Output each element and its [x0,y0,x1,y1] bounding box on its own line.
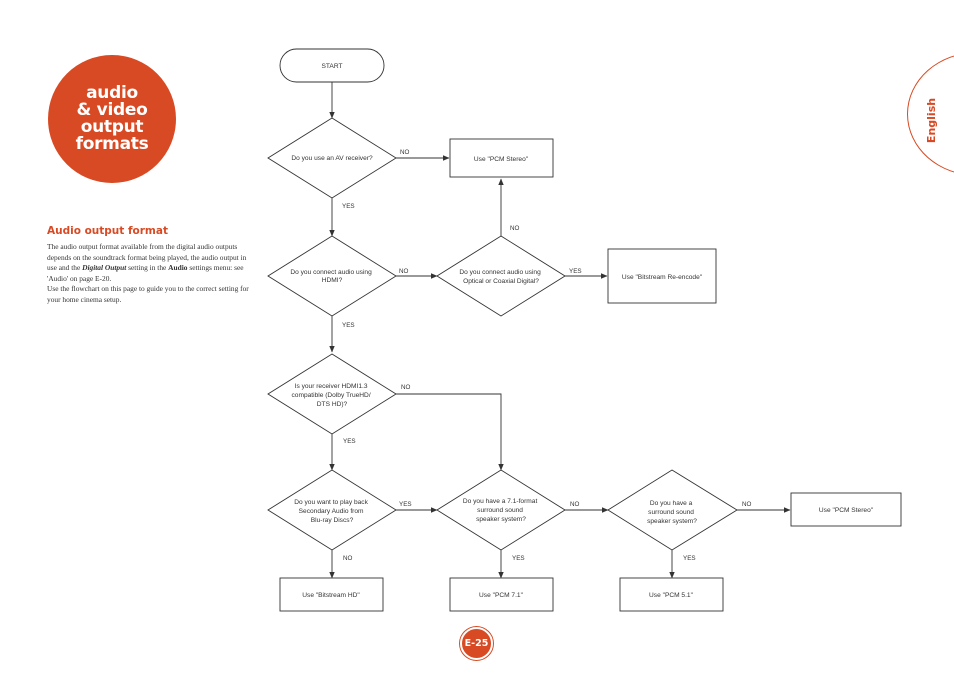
question-line: HDMI? [321,277,343,284]
label-yes-secondary: YES [399,501,412,508]
result-text-pcm51: Use "PCM 5.1" [649,592,693,599]
label-no-71: NO [570,501,580,508]
result-text-bitstream-reencode: Use "Bitstream Re-encode" [621,274,703,281]
title-line-3: output [80,117,144,137]
body-text-part: settings menu: see 'Audio' on page E-20. [47,263,244,283]
question-line: Do you connect audio using [459,269,541,276]
title-line-2: & video [76,100,148,120]
decision-optical [437,236,565,316]
label-yes-71: YES [512,555,525,562]
label-no-av: NO [400,149,410,156]
question-line: Blu-ray Discs? [310,517,354,524]
section-heading: Audio output format [47,225,168,237]
question-line: Do you have a 7.1-format [462,498,538,505]
title-line-4: formats [75,134,149,154]
digital-output-term: Digital Output [82,263,127,273]
question-av-receiver: Do you use an AV receiver? [291,155,373,162]
decision-shapes [268,118,737,550]
question-line: Do you have a [649,500,693,507]
body-text-part: setting in the [126,263,169,273]
label-no-hdmi13: NO [401,384,411,391]
question-line: Is your receiver HDMI1.3 [294,383,368,390]
question-line: Do you want to play back [294,499,368,506]
label-yes-hdmi: YES [342,322,355,329]
start-label: START [321,63,343,70]
question-line: Do you connect audio using [290,269,372,276]
connector-hdmi13-no [396,394,501,470]
result-shapes [280,139,901,611]
body-paragraph-2: Use the flowchart on this page to guide you to the correct setting for your home cinema setup. [47,284,249,304]
decision-hdmi [268,236,396,316]
question-line: speaker system? [647,518,697,525]
body-text-part: The audio output format available from the digital audio outputs depends on the soundtrack format being played, the audio output in use and the [47,242,247,273]
language-text: English [925,97,939,143]
question-line: DTS HD)? [316,401,348,408]
label-no-secondary: NO [343,555,353,562]
label-no-optical: NO [510,225,520,232]
label-yes-hdmi13: YES [343,438,356,445]
result-text-pcm-stereo-top: Use "PCM Stereo" [473,156,529,163]
question-line: Optical or Coaxial Digital? [463,278,539,285]
page-number: E-25 [460,627,493,660]
question-line: surround sound [477,507,523,514]
label-yes-51: YES [683,555,696,562]
question-line: compatible (Dolby TrueHD/ [291,392,371,399]
question-line: surround sound [648,509,694,516]
question-line: speaker system? [476,516,526,523]
label-no-51: NO [742,501,752,508]
label-yes-av: YES [342,203,355,210]
audio-term: Audio [168,263,188,273]
label-yes-optical: YES [569,268,582,275]
result-text-pcm-stereo-bottom: Use "PCM Stereo" [818,507,874,514]
label-no-hdmi: NO [399,268,409,275]
result-text-pcm71: Use "PCM 7.1" [479,592,523,599]
question-line: Secondary Audio from [298,508,364,515]
title-line-1: audio [86,83,138,103]
result-text-bitstream-hd: Use "Bitstream HD" [302,592,360,599]
question-surround-system [647,500,697,525]
